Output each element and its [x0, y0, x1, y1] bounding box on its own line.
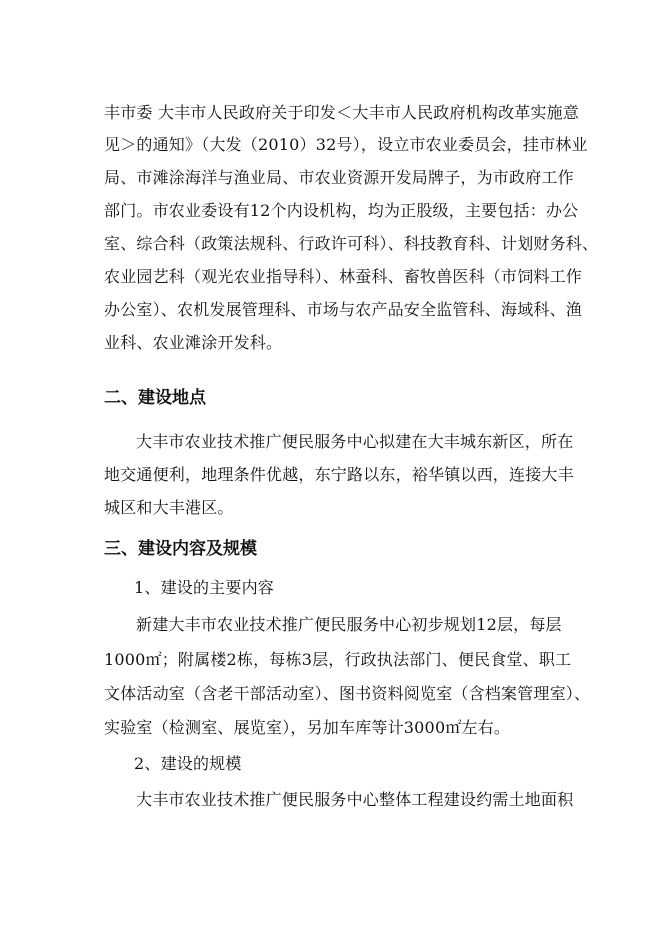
- paragraph-line: 部门。市农业委设有12个内设机构，均为正股级，主要包括：办公: [104, 201, 579, 220]
- subsection-heading: 2、建设的规模: [134, 754, 242, 773]
- paragraph-line: 1000㎡；附属楼2栋，每栋3层，行政执法部门、便民食堂、职工: [104, 650, 572, 669]
- paragraph-line: 城区和大丰港区。: [104, 498, 234, 517]
- paragraph-line: 地交通便利，地理条件优越，东宁路以东，裕华镇以西，连接大丰: [104, 465, 574, 484]
- paragraph-line: 文体活动室（含老干部活动室）、图书资料阅览室（含档案管理室）、: [104, 684, 591, 703]
- paragraph-line: 农业园艺科（观光农业指导科）、林蚕科、畜牧兽医科（市饲料工作: [104, 267, 583, 286]
- paragraph-line: 室、综合科（政策法规科、行政许可科）、科技教育科、计划财务科、: [104, 234, 599, 253]
- paragraph-line: 大丰市农业技术推广便民服务中心拟建在大丰城东新区，所在: [136, 432, 574, 451]
- section-heading: 二、建设地点: [104, 388, 206, 408]
- paragraph-line: 新建大丰市农业技术推广便民服务中心初步规划12层，每层: [136, 615, 562, 634]
- paragraph-line: 实验室（检测室、展览室），另加车库等计3000㎡左右。: [104, 718, 511, 737]
- paragraph-line: 丰市委 大丰市人民政府关于印发＜大丰市人民政府机构改革实施意: [104, 103, 580, 122]
- paragraph-line: 大丰市农业技术推广便民服务中心整体工程建设约需土地面积: [136, 790, 574, 809]
- paragraph-line: 局、市滩涂海洋与渔业局、市农业资源开发局牌子，为市政府工作: [104, 168, 574, 187]
- section-heading: 三、建设内容及规模: [104, 539, 257, 559]
- subsection-heading: 1、建设的主要内容: [134, 578, 274, 597]
- paragraph-line: 业科、农业滩涂开发科。: [104, 333, 283, 352]
- paragraph-line: 办公室）、农机发展管理科、市场与农产品安全监管科、海域科、渔: [104, 300, 583, 319]
- paragraph-line: 见＞的通知》（大发（2010）32号），设立市农业委员会，挂市林业: [104, 135, 588, 154]
